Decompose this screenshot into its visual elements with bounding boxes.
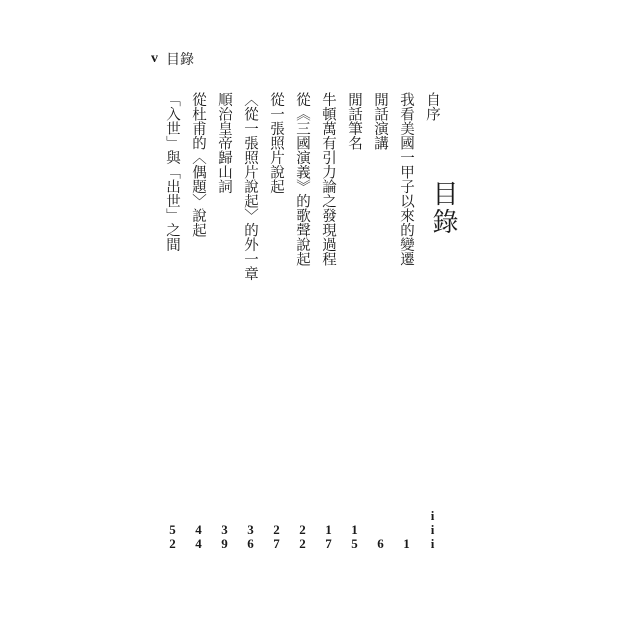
toc-entry-title: 順治皇帝歸山詞: [216, 92, 232, 194]
toc-entry-page: 44: [191, 522, 206, 550]
toc-entry: [188, 92, 208, 550]
toc-entry: [422, 92, 442, 550]
toc-entry-page: 6: [373, 536, 388, 550]
toc-entry-page: 52: [165, 522, 180, 550]
toc-entry-page: 22: [295, 522, 310, 550]
toc-entry: [292, 92, 312, 550]
toc-entry-page: 39: [217, 522, 232, 550]
toc-entry-title: 閒話筆名: [346, 92, 362, 150]
toc-entry-title: 「入世」與「出世」之間: [164, 92, 180, 252]
toc-entry-title: 牛頓萬有引力論之發現過程: [320, 92, 336, 266]
page-folio: v: [151, 51, 158, 66]
toc-entry: [344, 92, 364, 550]
toc-entry-title: 我看美國一甲子以來的變遷: [398, 92, 414, 266]
toc-entry-page: 36: [243, 522, 258, 550]
toc-heading: 目錄: [428, 180, 458, 236]
toc-entry: [396, 92, 416, 550]
toc-entry-page: 17: [321, 522, 336, 550]
toc-entry: [318, 92, 338, 550]
toc-entry: [240, 92, 260, 550]
toc-entry-title: 〈從一張照片說起〉的外一章: [242, 92, 258, 281]
toc-entry-title: 從杜甫的〈偶題〉說起: [190, 92, 206, 237]
toc-entry-title: 從一張照片說起: [268, 92, 284, 194]
toc-entry: [214, 92, 234, 550]
toc-entry: [370, 92, 390, 550]
toc-entry-page: 15: [347, 522, 362, 550]
toc-entry-page: 1: [399, 536, 414, 550]
toc-entry: [266, 92, 286, 550]
toc-entry-page: iii: [425, 508, 440, 550]
toc-entry-title: 閒話演講: [372, 92, 388, 150]
running-head-title: 目錄: [166, 52, 194, 68]
toc-entry-title: 從《三國演義》的歌聲說起: [294, 92, 310, 266]
running-head: [151, 48, 194, 70]
toc-entry-title: 自序: [424, 92, 440, 121]
toc-entry: [162, 92, 182, 550]
toc-entry-page: 27: [269, 522, 284, 550]
